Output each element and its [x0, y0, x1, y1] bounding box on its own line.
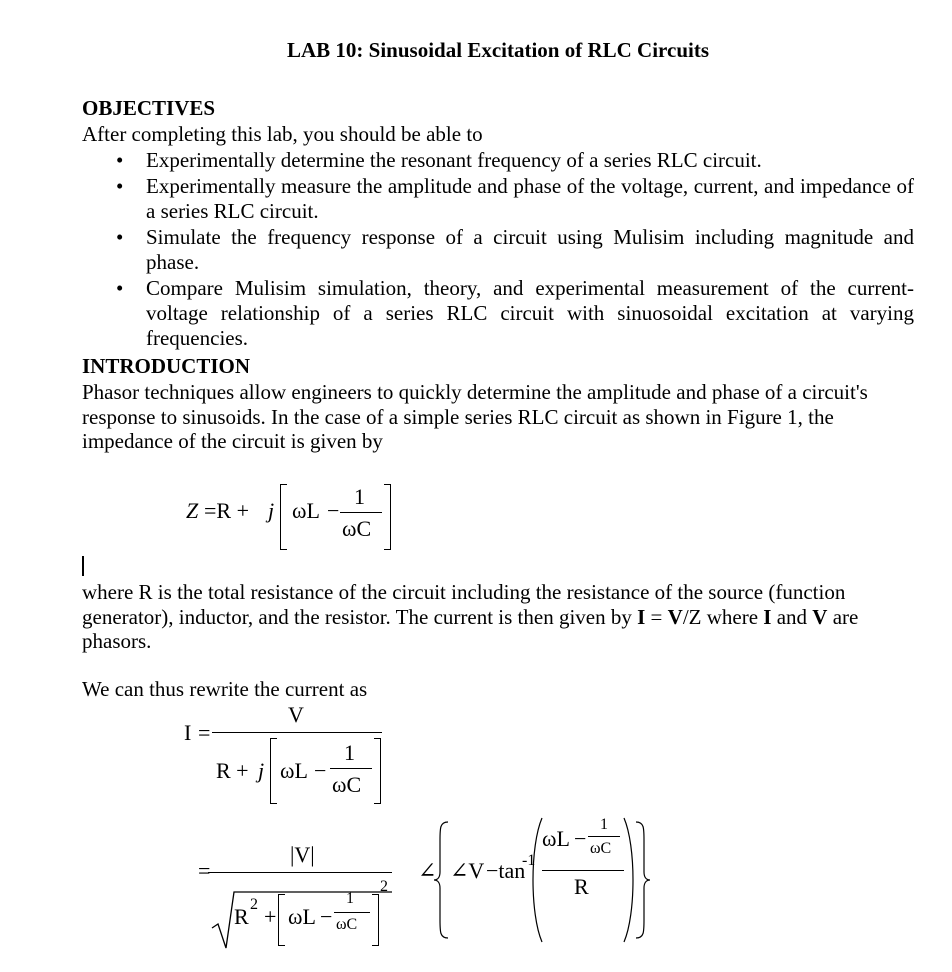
fraction-denominator: ωC	[342, 516, 372, 541]
eq-text: ∠V	[450, 858, 485, 883]
list-item-text: Experimentally measure the amplitude and phase of the voltage, current, and impedance of a series RLC circuit.	[146, 174, 914, 223]
objectives-intro: After completing this lab, you should be able to	[82, 122, 483, 146]
current-equation	[184, 702, 394, 812]
fraction-numerator: 1	[354, 484, 365, 509]
page-title: LAB 10: Sinusoidal Excitation of RLC Circuits	[287, 38, 709, 62]
objectives-list	[82, 148, 914, 352]
fraction-bar	[588, 836, 620, 837]
bullet-icon: •	[116, 276, 124, 300]
text-cursor	[82, 556, 84, 576]
eq-minus: −	[327, 498, 340, 523]
paragraph-text: where R is the total resistance of the circuit including the resistance of the source (function generator), inductor, and the resistor. The current is then given by	[82, 580, 846, 629]
fraction-denominator: ωC	[336, 916, 358, 933]
right-bracket	[384, 484, 391, 550]
list-item	[82, 276, 914, 351]
right-bracket	[374, 738, 381, 804]
eq-symbol-j: j	[258, 758, 265, 783]
left-bracket	[280, 484, 287, 550]
fraction-bar	[334, 912, 370, 913]
paragraph-text: and	[771, 604, 813, 629]
list-item-text: Simulate the frequency response of a circuit using Mulisim including magnitude and phase.	[146, 225, 914, 274]
fraction-bar	[340, 512, 382, 513]
eq-equals: =	[198, 858, 211, 883]
eq-symbol-i: I	[184, 720, 192, 745]
list-item	[82, 148, 914, 173]
eq-symbol-j: j	[268, 498, 275, 523]
fraction-bar	[212, 732, 382, 733]
fraction-denominator: ωC	[332, 772, 362, 797]
right-bracket	[372, 894, 379, 946]
eq-text: ωL	[542, 826, 570, 851]
paragraph-text: are phasors.	[82, 604, 859, 653]
eq-text: =R +	[204, 498, 249, 523]
eq-text: ωL	[288, 904, 316, 929]
superscript: 2	[250, 896, 258, 913]
eq-text: R +	[216, 758, 249, 783]
list-item-text: Compare Mulisim simulation, theory, and experimental measurement of the current-voltage relationship of a series RLC circuit with sinuosoidal excitation at varying frequencies.	[146, 276, 914, 350]
phasor-i: I	[763, 604, 772, 629]
fraction-bar	[208, 872, 392, 873]
fraction-numerator: 1	[346, 890, 354, 907]
eq-text: R	[234, 904, 249, 929]
phasor-i: I	[637, 604, 646, 629]
eq-text: ωL	[292, 498, 320, 523]
superscript: -1	[522, 852, 536, 869]
fraction-denominator: R	[574, 874, 589, 899]
magnitude-phase-equation	[196, 812, 656, 962]
current-paragraph	[82, 580, 922, 654]
list-item-text: Experimentally determine the resonant frequency of a series RLC circuit.	[146, 148, 762, 172]
fraction-bar	[542, 870, 624, 871]
right-brace-icon	[634, 820, 652, 940]
phasor-v: V	[812, 604, 828, 629]
fraction-numerator: |V|	[290, 842, 315, 867]
bullet-icon: •	[116, 225, 124, 249]
angle-icon: ∠	[418, 858, 437, 883]
eq-plus: +	[264, 904, 277, 929]
fraction-denominator: ωC	[590, 840, 612, 857]
bullet-icon: •	[116, 174, 124, 198]
eq-equals: =	[198, 720, 211, 745]
bullet-icon: •	[116, 148, 124, 172]
paragraph-text: /Z where	[682, 604, 764, 629]
fraction-numerator: 1	[344, 740, 355, 765]
introduction-heading: INTRODUCTION	[82, 354, 251, 378]
list-item	[82, 225, 914, 275]
fraction-bar	[330, 768, 372, 769]
eq-symbol-z: Z	[186, 498, 199, 523]
eq-minus: −	[574, 826, 587, 851]
impedance-equation	[182, 478, 402, 552]
fraction-numerator: V	[288, 702, 304, 727]
paragraph-text: =	[645, 604, 668, 629]
left-brace-icon	[432, 820, 450, 940]
superscript: 2	[380, 878, 388, 895]
fraction-numerator: 1	[600, 816, 608, 833]
left-bracket	[270, 738, 277, 804]
phasor-v: V	[667, 604, 683, 629]
eq-text: −tan	[486, 858, 526, 883]
eq-text: ωL	[280, 758, 308, 783]
eq-minus: −	[314, 758, 327, 783]
objectives-heading: OBJECTIVES	[82, 96, 216, 120]
left-bracket	[278, 894, 285, 946]
rewrite-paragraph: We can thus rewrite the current as	[82, 677, 368, 701]
list-item	[82, 174, 914, 224]
eq-minus: −	[320, 904, 333, 929]
introduction-paragraph: Phasor techniques allow engineers to quickly determine the amplitude and phase of a circuit's response to sinusoids. In the case of a simple series RLC circuit as shown in Figure 1, the impedance of the circuit is given by	[82, 380, 868, 453]
